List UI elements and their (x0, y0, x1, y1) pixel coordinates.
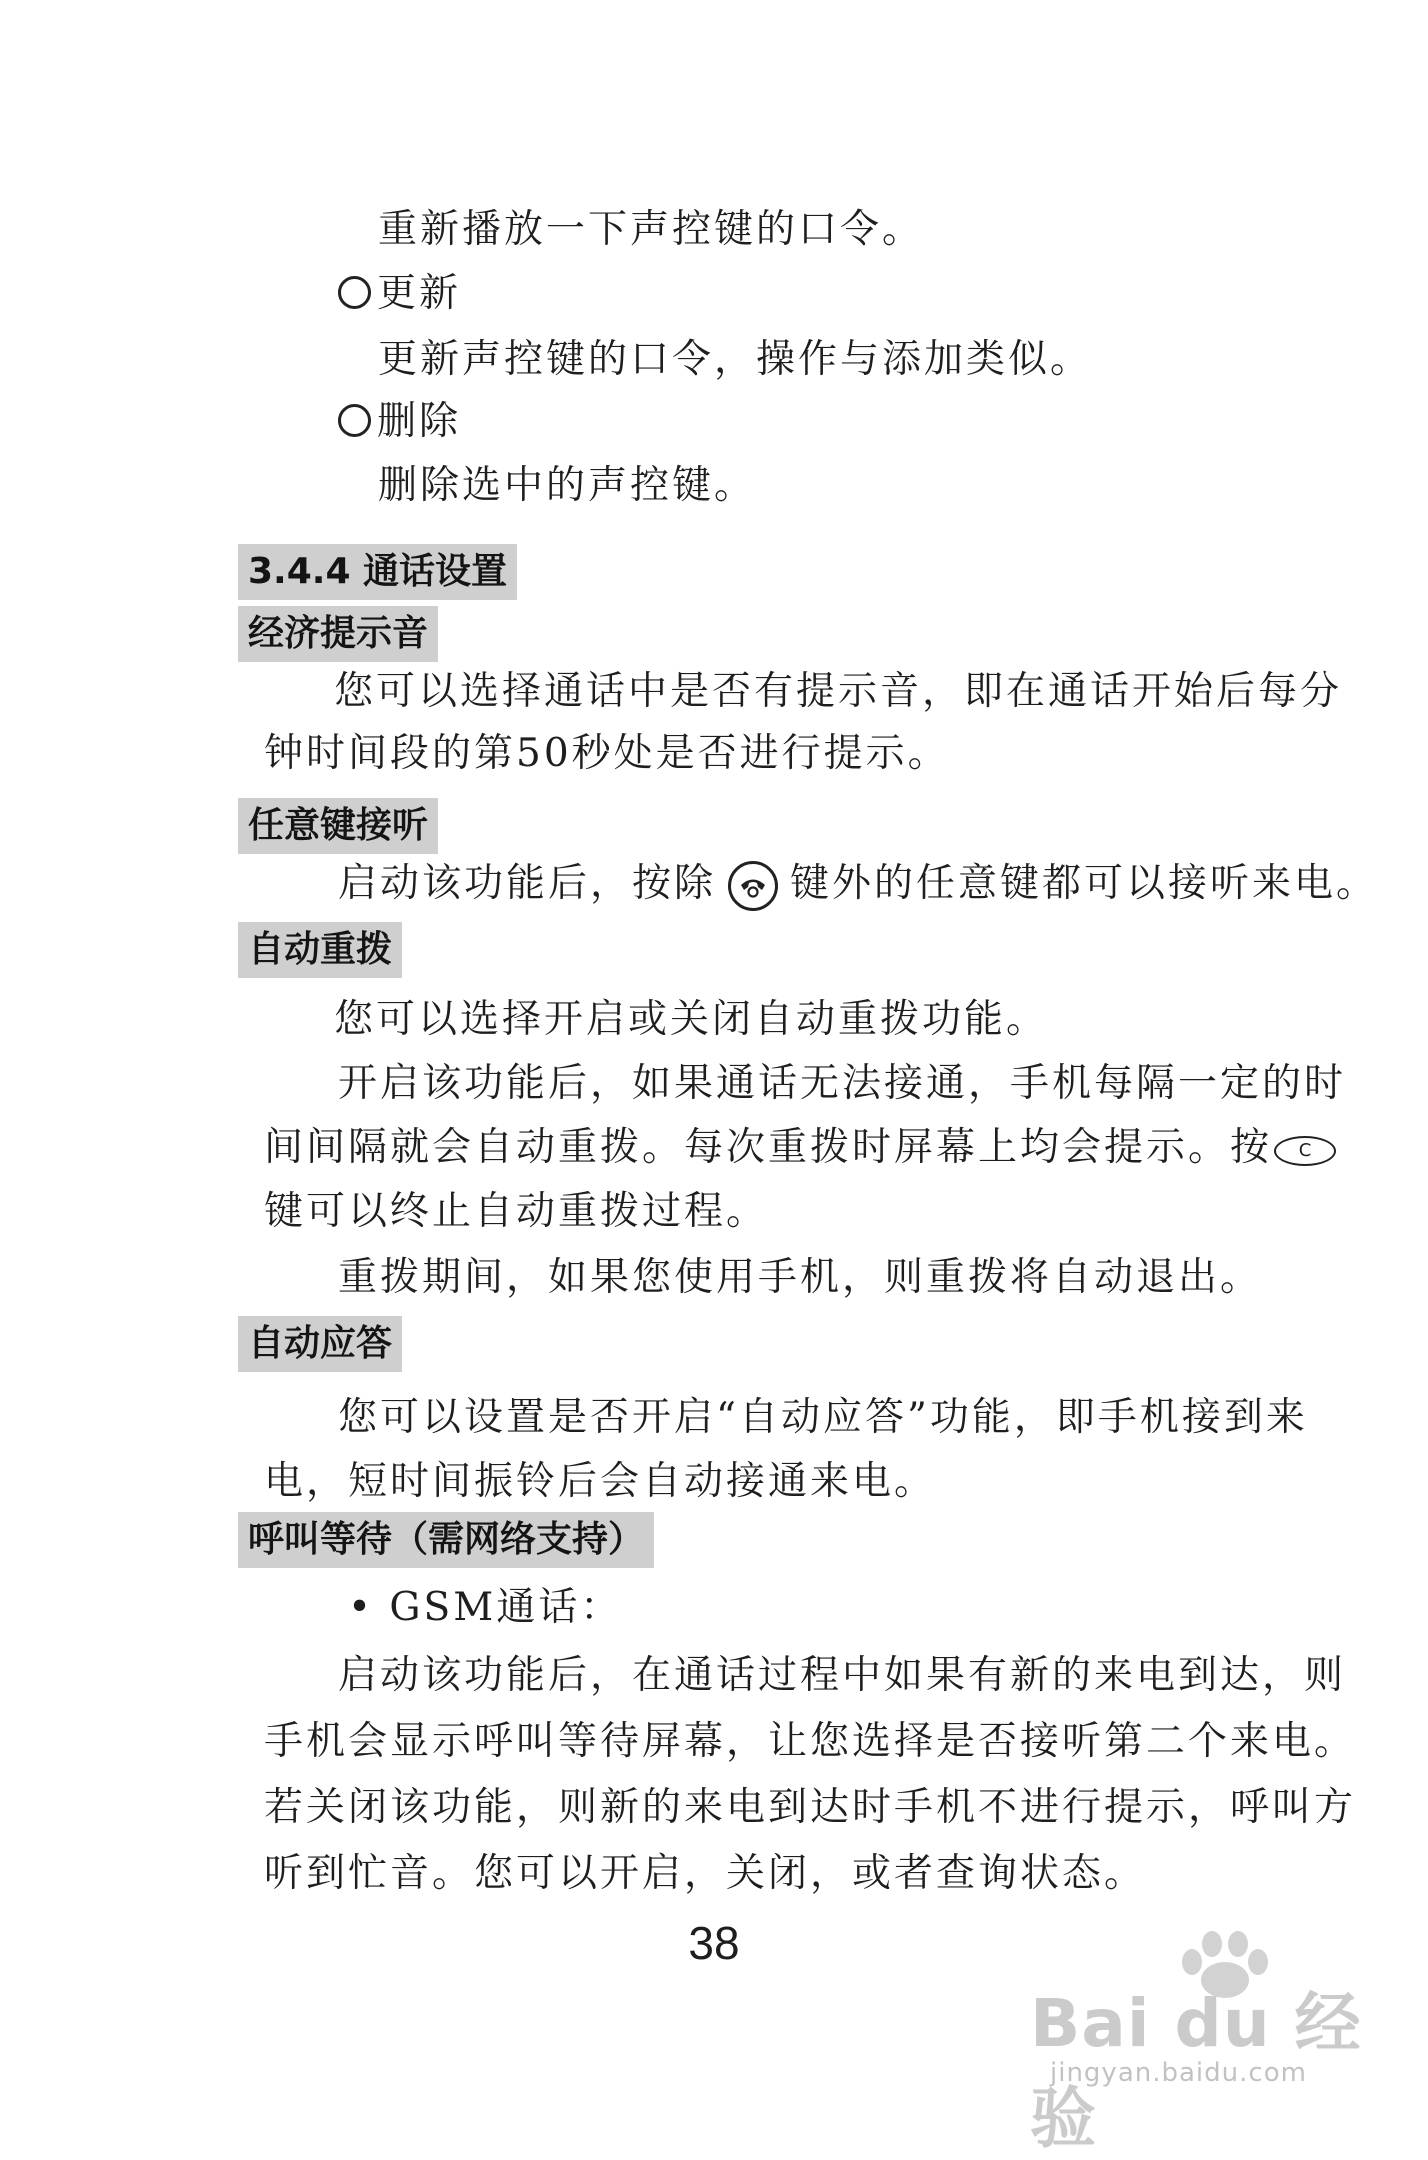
subsection-heading: 自动重拨 (238, 922, 402, 978)
circle-bullet-icon (338, 404, 371, 437)
body-line (338, 860, 1378, 911)
text-fragment: 键外的任意键都可以接听来电。 (790, 861, 1379, 906)
subsection-heading: 经济提示音 (238, 606, 438, 662)
subsection-heading: 自动应答 (238, 1316, 402, 1372)
c-key-icon: C (1274, 1136, 1336, 1166)
subsection-heading: 呼叫等待（需网络支持） (238, 1512, 654, 1568)
text-fragment: 启动该功能后，按除 (338, 861, 717, 906)
body-line: 开启该功能后，如果通话无法接通，手机每隔一定的时 (338, 1061, 1347, 1106)
text-fragment: 间间隔就会自动重拨。每次重拨时屏幕上均会提示。按 (264, 1125, 1273, 1170)
body-line: 电，短时间振铃后会自动接通来电。 (264, 1459, 937, 1504)
option-update (338, 270, 461, 318)
section-heading: 3.4.4 通话设置 (238, 544, 517, 600)
body-line: 手机会显示呼叫等待屏幕，让您选择是否接听第二个来电。 (264, 1719, 1357, 1764)
body-line: 更新声控键的口令，操作与添加类似。 (378, 337, 1093, 382)
option-delete (338, 398, 461, 446)
end-call-icon (728, 861, 778, 911)
body-line: 键可以终止自动重拨过程。 (264, 1189, 769, 1234)
circle-bullet-icon (338, 276, 371, 309)
watermark-url: jingyan.baidu.com (1050, 2058, 1307, 2088)
body-line: 您可以设置是否开启“自动应答”功能，即手机接到来 (338, 1395, 1308, 1440)
body-line: 您可以选择开启或关闭自动重拨功能。 (334, 997, 1049, 1042)
baidu-watermark (1030, 1930, 1390, 2157)
body-line (264, 1124, 1336, 1172)
body-line: • GSM通话： (348, 1585, 623, 1630)
body-line: 启动该功能后，在通话过程中如果有新的来电到达，则 (338, 1653, 1347, 1698)
subsection-heading: 任意键接听 (238, 798, 438, 854)
page-number: 38 (688, 1917, 740, 1969)
body-line: 听到忙音。您可以开启，关闭，或者查询状态。 (264, 1851, 1147, 1896)
body-line: 若关闭该功能，则新的来电到达时手机不进行提示，呼叫方 (264, 1785, 1357, 1830)
body-line: 您可以选择通话中是否有提示音，即在通话开始后每分 (334, 669, 1343, 714)
body-line: 重拨期间，如果您使用手机，则重拨将自动退出。 (338, 1255, 1263, 1300)
option-label: 删除 (377, 399, 462, 444)
body-line: 钟时间段的第50秒处是否进行提示。 (264, 731, 950, 776)
watermark-logo-text: Bai du 经验 (1030, 1985, 1362, 2157)
body-line: 删除选中的声控键。 (378, 463, 757, 508)
option-label: 更新 (377, 271, 462, 316)
body-line: 重新播放一下声控键的口令。 (378, 207, 925, 252)
